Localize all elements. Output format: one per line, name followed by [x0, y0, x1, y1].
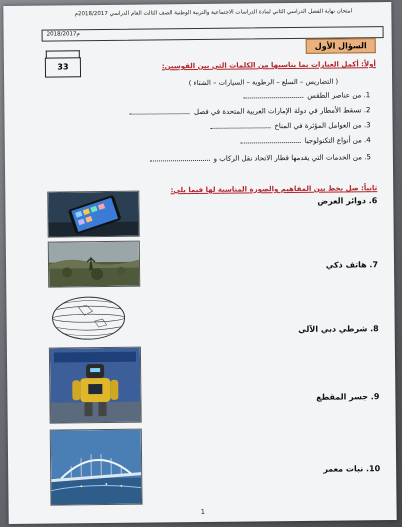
exam-sheet — [3, 2, 396, 524]
question-text: 5. من الخدمات التي يقدمها قطار الاتحاد نقل الركاب و — [213, 153, 371, 163]
globe-latitudes-image — [48, 295, 128, 342]
question-line — [240, 135, 371, 145]
answer-blank[interactable] — [130, 107, 190, 115]
bridge-image — [50, 429, 143, 506]
concept-item: 7. هاتف ذكي — [325, 260, 379, 270]
plant-landscape-image — [48, 241, 140, 288]
exam-header-title: امتحان نهاية الفصل الدراسي الثاني لمادة الدراسات الاجتماعية والتربية الوطنية الصف الثالث العام الدراسي 2018/2017م — [74, 8, 353, 18]
concept-item: 9. جسر المقطع — [316, 392, 380, 402]
robot-police-image — [49, 347, 142, 424]
concept-item: 6. دوائر العرض — [317, 196, 378, 206]
answer-blank[interactable] — [240, 136, 300, 144]
school-year: 2018/2017م — [46, 31, 80, 38]
answer-blank[interactable] — [149, 154, 209, 162]
section2-instruction: ثانياً: صل بخط بين المفاهيم والصورة المناسبة لها فيما يلي: — [170, 184, 378, 195]
question-line — [130, 105, 371, 117]
question-one-title: السؤال الأول — [306, 38, 376, 54]
section1-instruction: أولاً: أكمل العبارات بما يناسبها من الكلمات التي بين القوسين: — [161, 60, 376, 71]
smartphone-image — [47, 191, 139, 238]
answer-blank[interactable] — [243, 91, 303, 99]
question-text: 1. من عناصر الطقس — [307, 91, 371, 100]
question-text: 2. تسقط الأمطار في دولة الإمارات العربية المتحدة في فصل — [193, 106, 371, 117]
question-text: 3. من العوامل المؤثرة في المناخ — [274, 121, 371, 131]
question-line — [243, 90, 370, 100]
concept-item: 8. شرطي دبي الآلي — [298, 324, 379, 334]
question-line — [210, 120, 371, 131]
page-number: 1 — [200, 507, 206, 517]
score-box: 33 — [45, 57, 81, 77]
concept-item: 10. نبات معمر — [323, 464, 381, 474]
question-text: 4. من أنواع التكنولوجيا — [304, 136, 371, 145]
question-line — [149, 152, 371, 163]
answer-blank[interactable] — [210, 121, 270, 129]
word-bank: ( التضاريس – السلع – الرطوبة – السيارات – الشتاء ) — [188, 77, 339, 88]
